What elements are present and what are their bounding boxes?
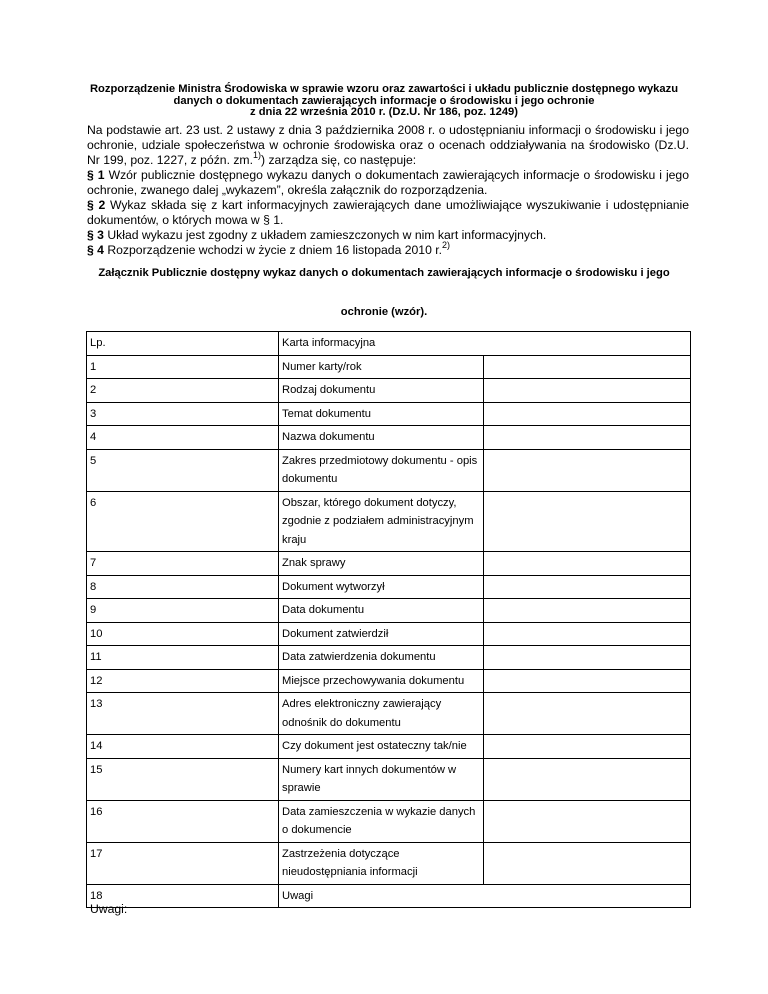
row-label: Czy dokument jest ostateczny tak/nie xyxy=(279,735,484,759)
row-number: 15 xyxy=(87,758,279,800)
row-label: Dokument zatwierdził xyxy=(279,622,484,646)
row-number: 12 xyxy=(87,669,279,693)
row-number: 8 xyxy=(87,575,279,599)
row-value-cell xyxy=(484,622,691,646)
row-value-cell xyxy=(484,758,691,800)
row-number: 13 xyxy=(87,693,279,735)
row-label: Rodzaj dokumentu xyxy=(279,379,484,403)
section-2: § 2 Wykaz składa się z kart informacyjnych zawierających dane umożliwiające wyszukiwanie i udostępnianie dokumentów, o których mowa w § 1. xyxy=(87,198,690,227)
row-number: 6 xyxy=(87,491,279,552)
row-label: Temat dokumentu xyxy=(279,402,484,426)
row-label: Numery kart innych dokumentów w sprawie xyxy=(279,758,484,800)
table-row xyxy=(87,355,691,379)
table-row xyxy=(87,800,691,842)
row-number: 2 xyxy=(87,379,279,403)
row-value-cell xyxy=(484,355,691,379)
footnote-marker-1: 1) xyxy=(252,149,261,160)
table-row xyxy=(87,552,691,576)
row-number: 18 xyxy=(87,884,279,908)
row-value-cell xyxy=(484,599,691,623)
row-label: Dokument wytworzył xyxy=(279,575,484,599)
row-value-cell xyxy=(484,552,691,576)
table-row xyxy=(87,735,691,759)
row-value-cell xyxy=(484,735,691,759)
row-number: 1 xyxy=(87,355,279,379)
regulation-title xyxy=(80,84,688,119)
row-number: 17 xyxy=(87,842,279,884)
row-label: Zakres przedmiotowy dokumentu - opis dokumentu xyxy=(279,449,484,491)
row-value-cell xyxy=(484,575,691,599)
row-label: Nazwa dokumentu xyxy=(279,426,484,450)
row-value-cell xyxy=(484,426,691,450)
information-card-table xyxy=(86,331,691,908)
table-row xyxy=(87,842,691,884)
row-value-cell xyxy=(484,842,691,884)
row-number: 16 xyxy=(87,800,279,842)
row-label: Zastrzeżenia dotyczące nieudostępniania informacji xyxy=(279,842,484,884)
table-row xyxy=(87,646,691,670)
table-row xyxy=(87,693,691,735)
header-lp: Lp. xyxy=(87,332,279,356)
annex-title-line-1: Załącznik Publicznie dostępny wykaz danych o dokumentach zawierających informacje o środowisku i jego xyxy=(98,267,670,279)
row-number: 5 xyxy=(87,449,279,491)
table-row xyxy=(87,449,691,491)
table-row xyxy=(87,884,691,908)
row-label: Miejsce przechowywania dokumentu xyxy=(279,669,484,693)
table-row xyxy=(87,491,691,552)
table-row xyxy=(87,669,691,693)
header-karta: Karta informacyjna xyxy=(279,332,691,356)
row-label: Numer karty/rok xyxy=(279,355,484,379)
footnote-marker-2: 2) xyxy=(442,239,451,250)
row-number: 4 xyxy=(87,426,279,450)
row-number: 7 xyxy=(87,552,279,576)
intro-paragraph: Na podstawie art. 23 ust. 2 ustawy z dnia 3 października 2008 r. o udostępnianiu informacji o środowisku i jego ochronie, udziale społeczeństwa w ochronie środowiska oraz o ocenach oddziaływania na środowisko (Dz.U. Nr 199, poz. 1227, z późn. zm.$^{1)}$) zarządza się, co następuje: xyxy=(87,123,689,167)
footer-remarks-label: Uwagi: xyxy=(90,902,128,916)
table-row xyxy=(87,622,691,646)
row-value-cell xyxy=(484,800,691,842)
row-value-cell xyxy=(484,693,691,735)
row-label: Adres elektroniczny zawierający odnośnik do dokumentu xyxy=(279,693,484,735)
row-label: Data zatwierdzenia dokumentu xyxy=(279,646,484,670)
table-row xyxy=(87,402,691,426)
annex-title-line-2: ochronie (wzór). xyxy=(340,306,428,318)
row-label: Data zamieszczenia w wykazie danych o dokumencie xyxy=(279,800,484,842)
table-row xyxy=(87,599,691,623)
table-header-row xyxy=(87,332,691,356)
section-3: § 3 Układ wykazu jest zgodny z układem zamieszczonych w nim kart informacyjnych. xyxy=(87,228,547,242)
row-value-cell xyxy=(484,449,691,491)
regulation-body xyxy=(87,123,689,258)
row-number: 10 xyxy=(87,622,279,646)
row-value-cell xyxy=(484,491,691,552)
row-value-cell xyxy=(484,646,691,670)
row-number: 14 xyxy=(87,735,279,759)
row-number: 11 xyxy=(87,646,279,670)
table-row xyxy=(87,379,691,403)
row-label: Data dokumentu xyxy=(279,599,484,623)
row-number: 9 xyxy=(87,599,279,623)
title-line-1: Rozporządzenie Ministra Środowiska w sprawie wzoru oraz zawartości i układu publicznie dostępnego wykazu xyxy=(89,83,679,95)
row-label: Obszar, którego dokument dotyczy, zgodnie z podziałem administracyjnym kraju xyxy=(279,491,484,552)
row-value-cell xyxy=(484,379,691,403)
row-label: Znak sprawy xyxy=(279,552,484,576)
row-number: 3 xyxy=(87,402,279,426)
section-4: § 4 Rozporządzenie wchodzi w życie z dniem 16 listopada 2010 r.$^{2)}$ xyxy=(87,239,451,257)
row-value-cell xyxy=(484,669,691,693)
title-line-3: z dnia 22 września 2010 r. (Dz.U. Nr 186, poz. 1249) xyxy=(250,106,518,118)
table-row xyxy=(87,758,691,800)
title-line-2: danych o dokumentach zawierających informacje o środowisku i jego ochronie xyxy=(173,94,595,107)
table-row xyxy=(87,426,691,450)
section-1: § 1 Wzór publicznie dostępnego wykazu danych o dokumentach zawierających informacje o środowisku i jego ochronie, zwanego dalej „wykazem”, określa załącznik do rozporządzenia. xyxy=(87,168,689,197)
row-value-cell xyxy=(484,402,691,426)
row-label: Uwagi xyxy=(279,884,691,908)
table-row xyxy=(87,575,691,599)
